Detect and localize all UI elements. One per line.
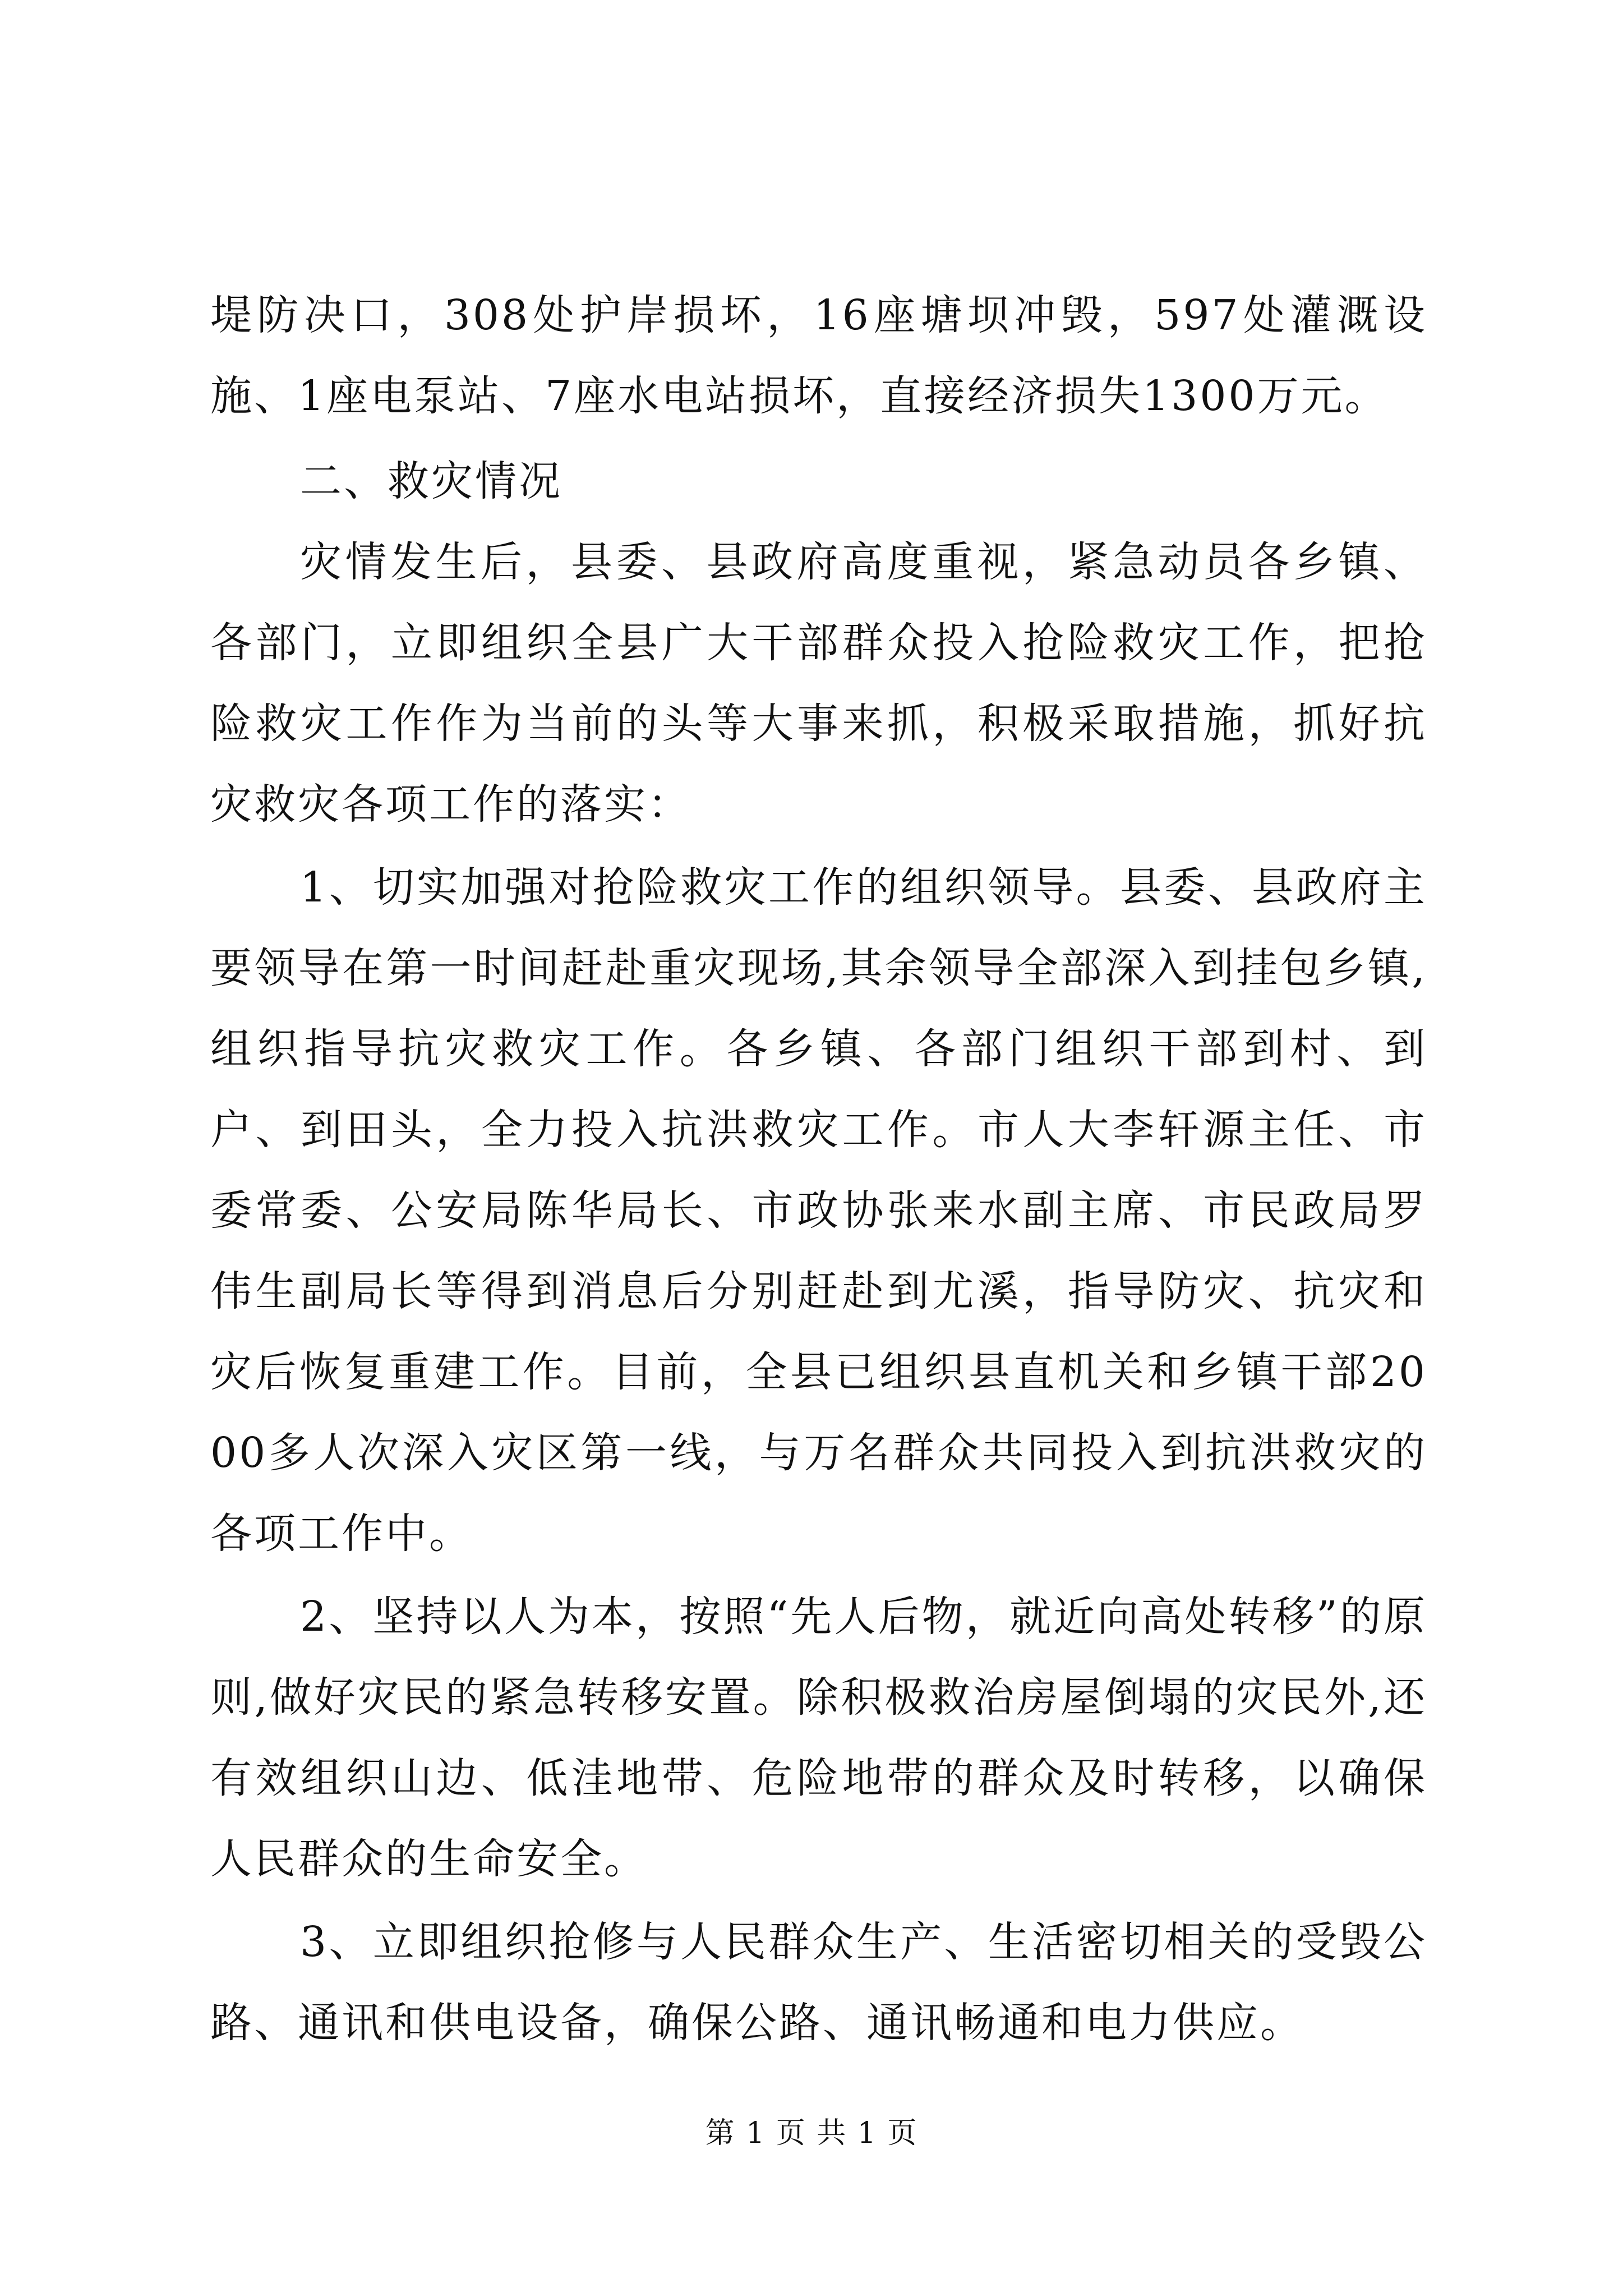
document-body — [210, 275, 1427, 2063]
paragraph-item-3: 3、立即组织抢修与人民群众生产、生活密切相关的受毁公路、通讯和供电设备，确保公路、通讯畅通和电力供应。 — [210, 1918, 1427, 2047]
paragraph-relief-intro: 灾情发生后，县委、县政府高度重视，紧急动员各乡镇、各部门，立即组织全县广大干部群众投入抢险救灾工作，把抢险救灾工作作为当前的头等大事来抓，积极采取措施，抓好抗灾救灾各项工作的落实： — [210, 538, 1427, 829]
paragraph-continuation: 堤防决口，308处护岸损坏，16座塘坝冲毁，597处灌溉设施、1座电泵站、7座水电站损坏，直接经济损失1300万元。 — [210, 291, 1427, 420]
paragraph-item-2: 2、坚持以人为本，按照“先人后物，就近向高处转移”的原则,做好灾民的紧急转移安置。除积极救治房屋倒塌的灾民外,还有效组织山边、低洼地带、危险地带的群众及时转移，以确保人民群众的生命安全。 — [210, 1593, 1427, 1883]
paragraph-item-1: 1、切实加强对抢险救灾工作的组织领导。县委、县政府主要领导在第一时间赶赴重灾现场,其余领导全部深入到挂包乡镇,组织指导抗灾救灾工作。各乡镇、各部门组织干部到村、到户、到田头，全力投入抗洪救灾工作。市人大李轩源主任、市委常委、公安局陈华局长、市政协张来水副主席、市民政局罗伟生副局长等得到消息后分别赶赴到尤溪，指导防灾、抗灾和灾后恢复重建工作。目前，全县已组织县直机关和乡镇干部2000多人次深入灾区第一线，与万名群众共同投入到抗洪救灾的各项工作中。 — [210, 863, 1427, 1558]
page-footer: 第 1 页 共 1 页 — [705, 2116, 918, 2150]
section-heading-relief: 二、救灾情况 — [300, 457, 562, 505]
